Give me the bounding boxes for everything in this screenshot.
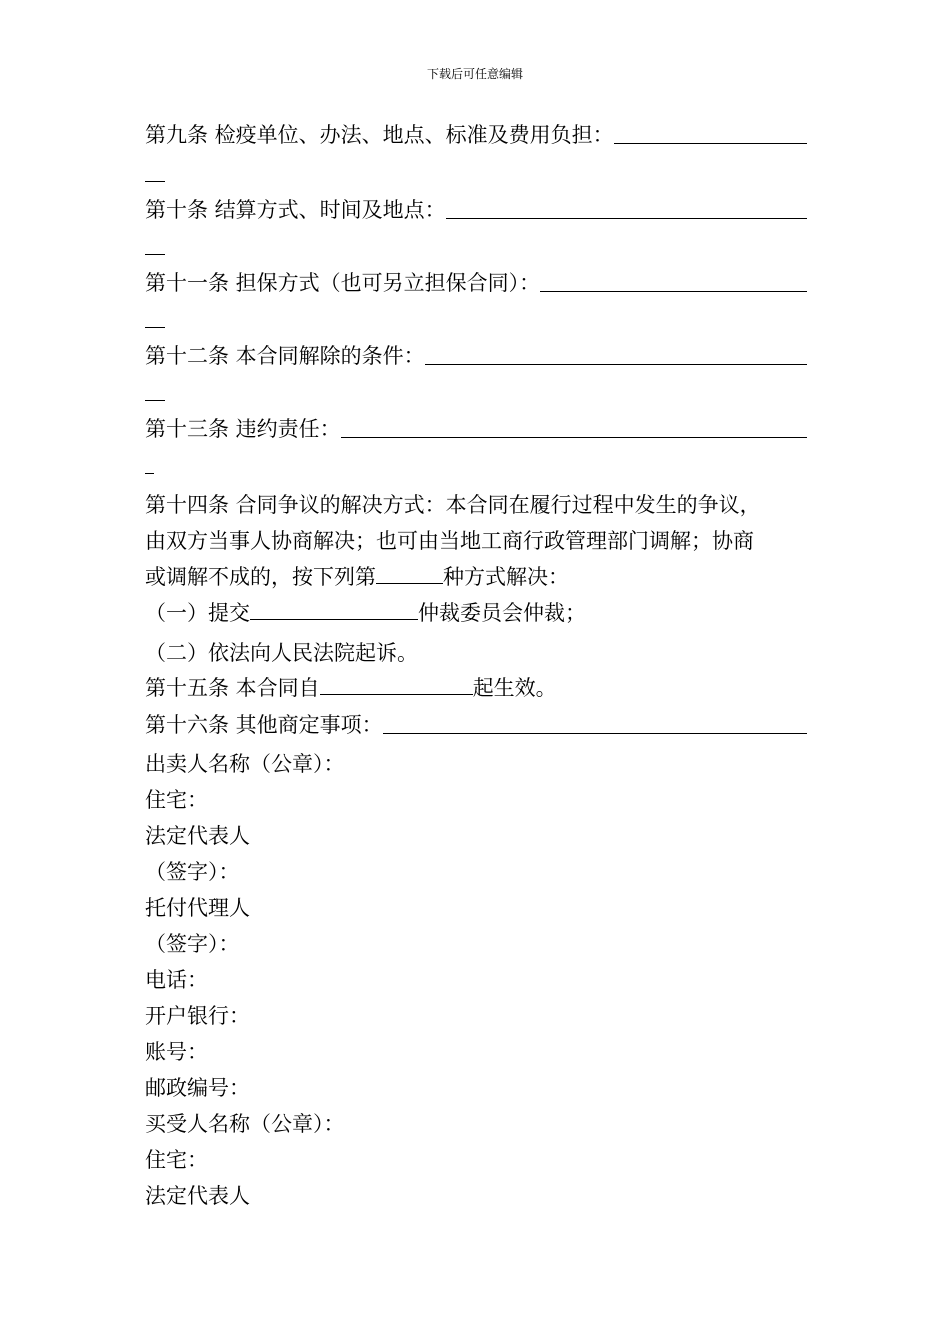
buyer-address: 住宅： <box>145 1148 208 1172</box>
article-9-text: 第九条 检疫单位、办法、地点、标准及费用负担： <box>145 123 614 147</box>
article-14-line-1: 第十四条 合同争议的解决方式：本合同在履行过程中发生的争议， <box>145 493 761 517</box>
article-11-text: 第十一条 担保方式（也可另立担保合同）： <box>145 271 541 295</box>
article-10-text: 第十条 结算方式、时间及地点： <box>145 198 446 222</box>
blank-line <box>320 688 473 695</box>
seller-name: 出卖人名称（公章）： <box>145 752 345 776</box>
option-2: （二）依法向人民法院起诉。 <box>145 641 418 665</box>
seller-account: 账号： <box>145 1040 208 1064</box>
blank-line <box>425 358 807 365</box>
blank-line <box>250 613 418 620</box>
blank-continuation <box>145 233 807 263</box>
article-14-line-2: 由双方当事人协商解决；也可由当地工商行政管理部门调解；协商 <box>145 529 754 553</box>
blank-line <box>383 727 807 734</box>
article-13-text: 第十三条 违约责任： <box>145 417 341 441</box>
seller-phone: 电话： <box>145 968 208 992</box>
blank-line <box>614 137 807 144</box>
article-12-text: 第十二条 本合同解除的条件： <box>145 344 425 368</box>
article-14-line-3: 或调解不成的，按下列第 种方式解决： <box>145 565 569 589</box>
seller-bank: 开户银行： <box>145 1004 250 1028</box>
seller-agent-sign: （签字）： <box>145 932 240 956</box>
option-1: （一）提交 仲裁委员会仲裁； <box>145 601 586 625</box>
buyer-name: 买受人名称（公章）： <box>145 1112 345 1136</box>
article-11 <box>145 268 807 298</box>
seller-legal-rep: 法定代表人 <box>145 824 250 848</box>
blank-continuation <box>145 306 807 336</box>
article-16-text: 第十六条 其他商定事项： <box>145 713 383 737</box>
blank-line <box>446 212 807 219</box>
blank-line <box>341 431 807 438</box>
buyer-legal-rep: 法定代表人 <box>145 1184 250 1208</box>
seller-address: 住宅： <box>145 788 208 812</box>
article-9 <box>145 120 807 150</box>
blank-line <box>376 577 443 584</box>
article-13 <box>145 414 807 444</box>
blank-continuation <box>145 452 807 482</box>
page-header: 下载后可任意编辑 <box>426 67 523 81</box>
blank-continuation <box>145 379 807 409</box>
article-16 <box>145 710 807 740</box>
seller-agent: 托付代理人 <box>145 896 250 920</box>
article-15: 第十五条 本合同自 起生效。 <box>145 676 557 700</box>
seller-postcode: 邮政编号： <box>145 1076 250 1100</box>
article-10 <box>145 195 807 225</box>
blank-line <box>540 285 807 292</box>
seller-legal-sign: （签字）： <box>145 860 240 884</box>
blank-continuation <box>145 160 807 190</box>
article-12 <box>145 341 807 371</box>
